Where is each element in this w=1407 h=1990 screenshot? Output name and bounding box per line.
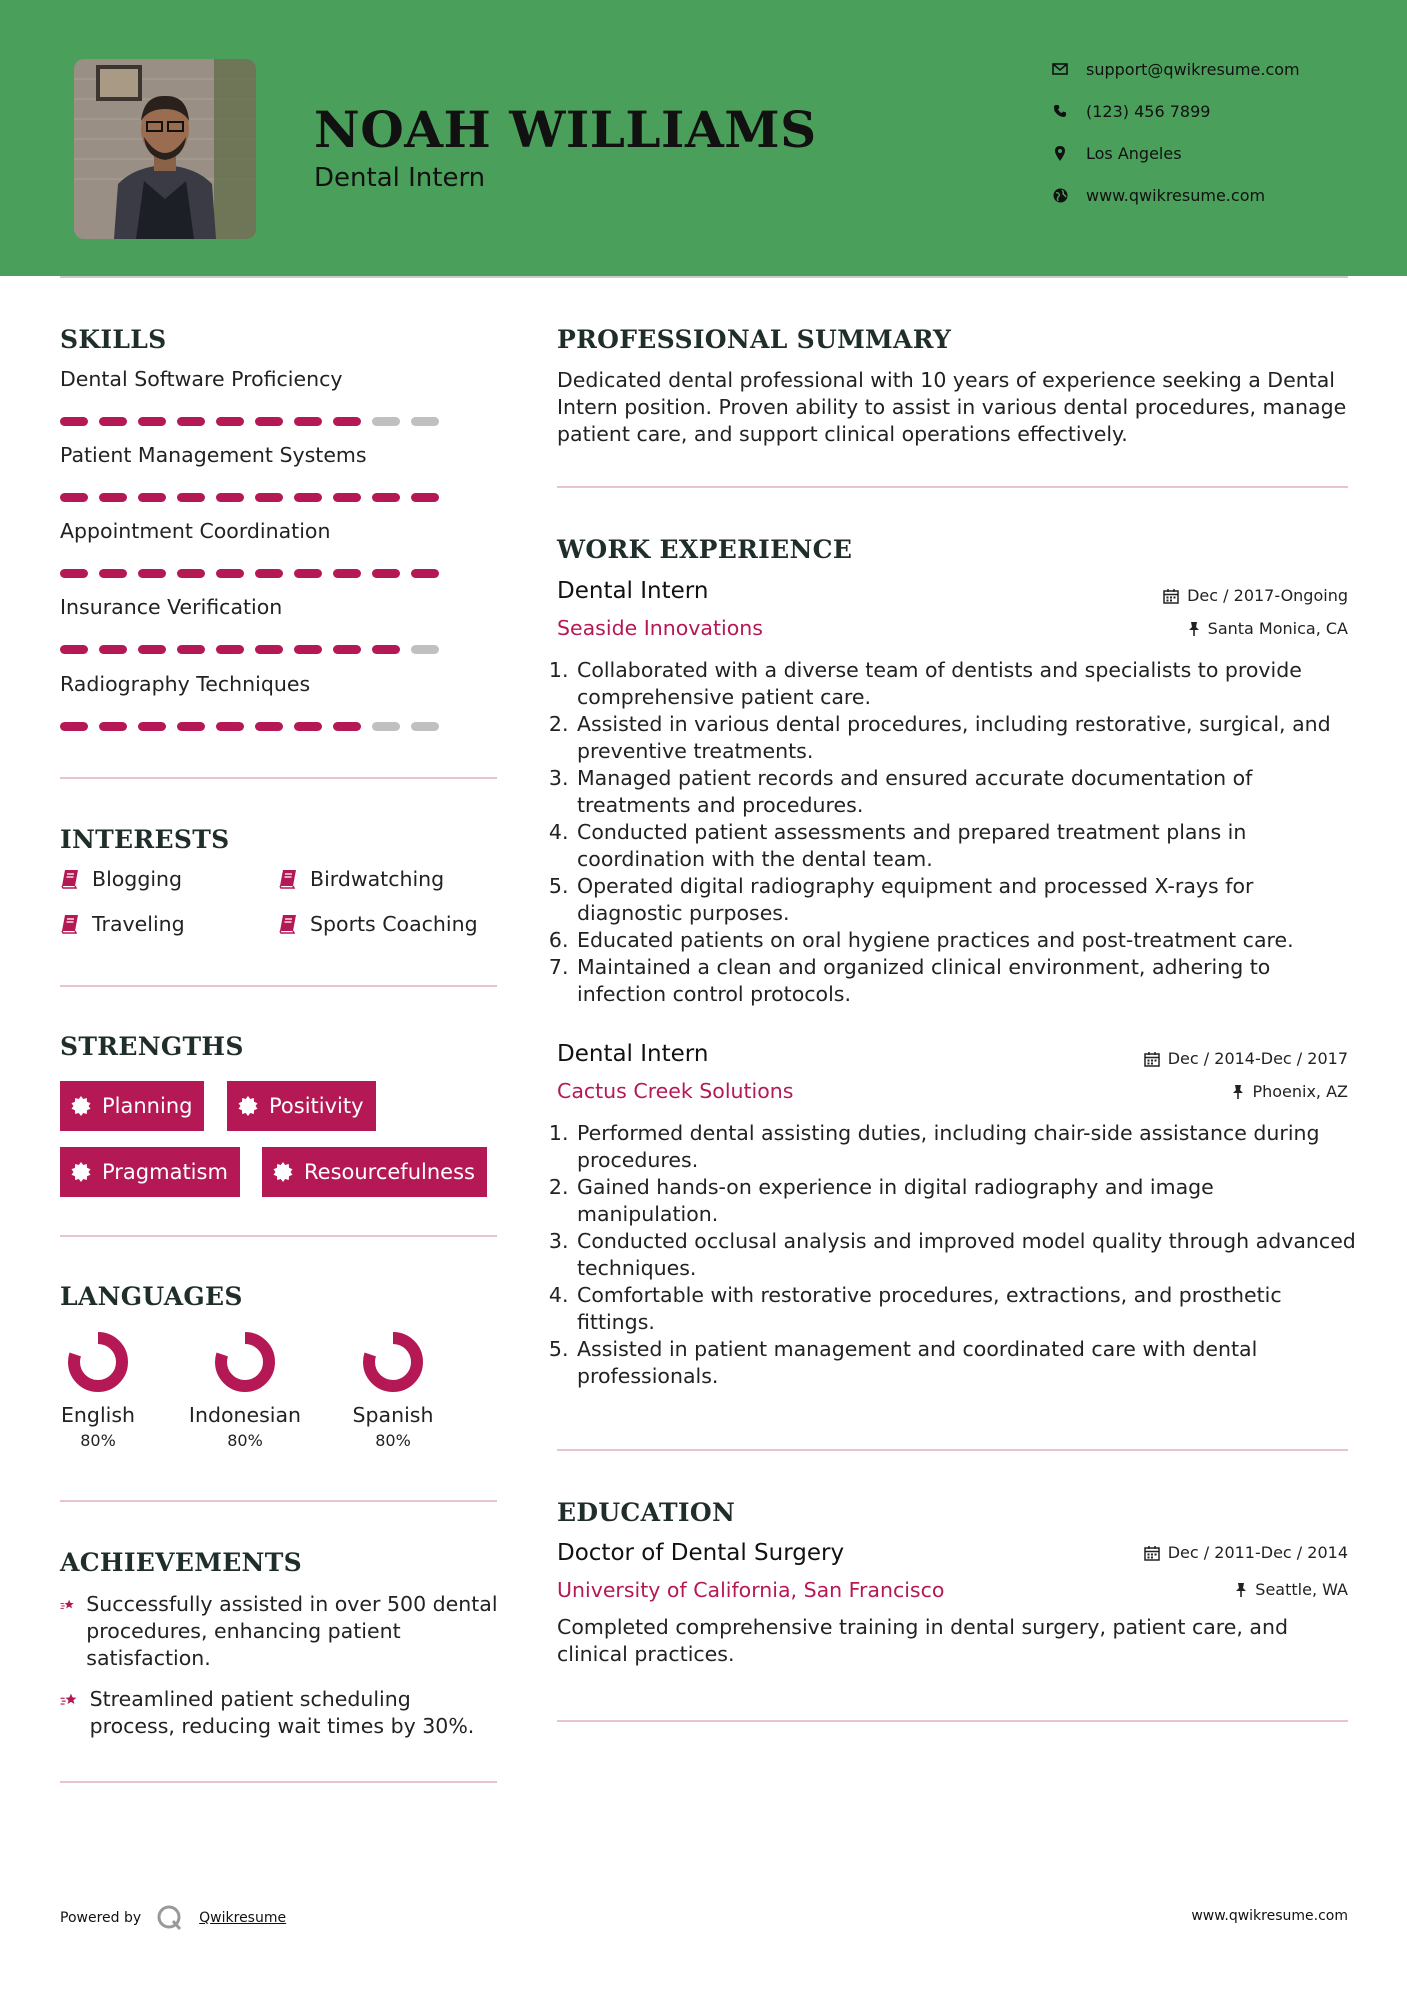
- job-location-text: Santa Monica, CA: [1207, 619, 1348, 638]
- footer-website[interactable]: www.qwikresume.com: [1191, 1908, 1348, 1924]
- skill-level-dot: [216, 417, 244, 426]
- interest-item: [278, 867, 444, 891]
- language-name: English: [60, 1403, 136, 1427]
- contact-location: [1050, 143, 1182, 163]
- job-duty: 7. Maintained a clean and organized clinical environment, adhering to infection control protocols.: [575, 954, 1357, 1008]
- skill-level-dot: [372, 493, 400, 502]
- interest-label: Birdwatching: [310, 867, 445, 891]
- language-name: Spanish: [352, 1403, 434, 1427]
- strength-label: Planning: [102, 1094, 193, 1118]
- job-dates-text: Dec / 2017-Ongoing: [1187, 586, 1348, 605]
- strength-label: Pragmatism: [102, 1160, 228, 1184]
- badge-icon: [272, 1161, 294, 1183]
- calendar-icon: [1163, 588, 1179, 604]
- job-duty: 4. Comfortable with restorative procedures, extractions, and prosthetic fittings.: [575, 1282, 1357, 1336]
- brand-link[interactable]: Qwikresume: [199, 1910, 287, 1926]
- section-divider: [60, 1781, 497, 1783]
- trophy-star-icon: [60, 1591, 76, 1619]
- education-dates-text: Dec / 2011-Dec / 2014: [1167, 1543, 1348, 1562]
- language-proficiency-ring: [361, 1330, 425, 1394]
- skill-level-dot: [177, 645, 205, 654]
- skill-level-dot: [99, 645, 127, 654]
- skill-level-dot: [60, 645, 88, 654]
- skill-level-dot: [333, 493, 361, 502]
- language-proficiency-arc: [74, 1338, 122, 1386]
- job-dates: [1163, 586, 1348, 605]
- skill-level-dot: [99, 417, 127, 426]
- contact-phone[interactable]: [1050, 101, 1210, 121]
- book-icon: [60, 914, 80, 934]
- book-icon: [278, 914, 298, 934]
- skill-level-dot: [99, 722, 127, 731]
- skill-level-dot: [60, 569, 88, 578]
- skill-level-dot: [294, 645, 322, 654]
- skill-level-bar: [60, 645, 450, 654]
- skill-level-dot: [333, 569, 361, 578]
- skill-level-dot: [177, 417, 205, 426]
- interest-item: [278, 912, 478, 936]
- book-icon: [278, 869, 298, 889]
- language-item: [180, 1330, 310, 1450]
- job-title: Dental Intern: [557, 578, 709, 604]
- language-item: [33, 1330, 163, 1450]
- contact-location-text: Los Angeles: [1086, 143, 1182, 163]
- education-location: [1235, 1580, 1348, 1599]
- globe-icon: [1050, 185, 1070, 205]
- skill-level-bar: [60, 569, 450, 578]
- skill-level-dot: [216, 645, 244, 654]
- achievement-text: Successfully assisted in over 500 dental procedures, enhancing patient satisfaction.: [86, 1592, 498, 1670]
- strengths-heading: STRENGTHS: [60, 1032, 244, 1061]
- skill-level-dot: [411, 645, 439, 654]
- pushpin-icon: [1235, 1582, 1247, 1598]
- job-company: Seaside Innovations: [557, 616, 763, 640]
- achievement-text: Streamlined patient scheduling process, reducing wait times by 30%.: [89, 1687, 475, 1738]
- skill-level-dot: [177, 493, 205, 502]
- skill-level-dot: [372, 569, 400, 578]
- education-location-text: Seattle, WA: [1255, 1580, 1348, 1599]
- skill-level-dot: [99, 569, 127, 578]
- resume-header: [0, 0, 1407, 276]
- strength-tag: [227, 1081, 376, 1131]
- contact-email[interactable]: [1050, 59, 1300, 79]
- education-dates: [1144, 1543, 1348, 1562]
- powered-by-text: Powered by: [60, 1910, 142, 1926]
- envelope-icon: [1050, 59, 1070, 79]
- skill-level-dot: [333, 417, 361, 426]
- skill-level-dot: [372, 417, 400, 426]
- job-location: [1188, 619, 1348, 638]
- skill-level-dot: [216, 722, 244, 731]
- skill-level-dot: [60, 722, 88, 731]
- skill-level-bar: [60, 722, 450, 731]
- section-divider: [60, 777, 497, 779]
- skill-level-dot: [177, 569, 205, 578]
- job-duties-list: [557, 657, 1357, 1008]
- achievement-item: [60, 1591, 500, 1672]
- job-duty: 5. Operated digital radiography equipment and processed X-rays for diagnostic purposes.: [575, 873, 1357, 927]
- skill-level-dot: [255, 569, 283, 578]
- experience-heading: WORK EXPERIENCE: [557, 535, 853, 564]
- interest-item: [60, 912, 185, 936]
- section-divider: [557, 486, 1348, 488]
- interest-label: Blogging: [92, 867, 183, 891]
- pushpin-icon: [1188, 621, 1200, 637]
- language-percent: 80%: [80, 1431, 116, 1450]
- book-icon: [60, 869, 80, 889]
- skill-level-dot: [216, 569, 244, 578]
- skill-level-dot: [138, 645, 166, 654]
- strength-label: Positivity: [269, 1094, 364, 1118]
- skill-level-dot: [138, 417, 166, 426]
- summary-heading: PROFESSIONAL SUMMARY: [557, 325, 952, 354]
- skill-level-dot: [411, 722, 439, 731]
- skill-level-dot: [255, 645, 283, 654]
- skill-level-dot: [294, 493, 322, 502]
- interests-heading: INTERESTS: [60, 825, 230, 854]
- job-dates: [1144, 1049, 1348, 1068]
- skill-level-dot: [177, 722, 205, 731]
- skill-level-dot: [411, 417, 439, 426]
- summary-text: Dedicated dental professional with 10 years of experience seeking a Dental Intern position. Proven ability to assist in various dental procedures, manage patient care, and support clinical operations effectively.: [557, 368, 1347, 446]
- job-duty: 4. Conducted patient assessments and prepared treatment plans in coordination with the dental team.: [575, 819, 1357, 873]
- job-duty: 1. Performed dental assisting duties, including chair-side assistance during procedures.: [575, 1120, 1357, 1174]
- language-name: Indonesian: [188, 1403, 302, 1427]
- job-duty: 2. Gained hands-on experience in digital radiography and image manipulation.: [575, 1174, 1357, 1228]
- section-divider: [60, 1235, 497, 1237]
- candidate-name: NOAH WILLIAMS: [314, 100, 817, 159]
- skill-label: Radiography Techniques: [60, 672, 311, 696]
- education-degree: Doctor of Dental Surgery: [557, 1540, 845, 1566]
- contact-website-text: www.qwikresume.com: [1086, 185, 1266, 205]
- header-divider: [60, 276, 1348, 278]
- badge-icon: [70, 1095, 92, 1117]
- job-duty: 3. Managed patient records and ensured accurate documentation of treatments and procedures.: [575, 765, 1357, 819]
- strength-label: Resourcefulness: [304, 1160, 475, 1184]
- contact-phone-text: (123) 456 7899: [1086, 101, 1211, 121]
- contact-website[interactable]: [1050, 185, 1265, 205]
- education-description: Completed comprehensive training in dental surgery, patient care, and clinical practices.: [557, 1615, 1288, 1666]
- skills-heading: SKILLS: [60, 325, 167, 354]
- badge-icon: [70, 1161, 92, 1183]
- skill-level-dot: [411, 493, 439, 502]
- skill-level-dot: [294, 417, 322, 426]
- interest-item: [60, 867, 182, 891]
- phone-icon: [1050, 101, 1070, 121]
- language-proficiency-arc: [221, 1338, 269, 1386]
- badge-icon: [237, 1095, 259, 1117]
- skill-level-dot: [411, 569, 439, 578]
- interest-label: Traveling: [92, 912, 185, 936]
- skill-level-dot: [372, 645, 400, 654]
- skill-level-dot: [99, 493, 127, 502]
- section-divider: [60, 1500, 497, 1502]
- calendar-icon: [1144, 1051, 1160, 1067]
- trophy-star-icon: [60, 1686, 80, 1714]
- contact-email-text: support@qwikresume.com: [1086, 59, 1300, 79]
- section-divider: [557, 1720, 1348, 1722]
- language-item: [328, 1330, 458, 1450]
- strength-tag: [262, 1147, 487, 1197]
- job-location-text: Phoenix, AZ: [1252, 1082, 1348, 1101]
- skill-level-dot: [60, 493, 88, 502]
- achievement-item: [60, 1686, 500, 1740]
- skill-level-dot: [294, 722, 322, 731]
- interest-label: Sports Coaching: [310, 912, 478, 936]
- skill-level-dot: [255, 722, 283, 731]
- profile-photo: [74, 59, 256, 239]
- strength-tag: [60, 1081, 204, 1131]
- section-divider: [60, 985, 497, 987]
- qwikresume-logo-icon: [155, 1903, 185, 1933]
- skill-level-dot: [138, 569, 166, 578]
- skill-label: Insurance Verification: [60, 595, 283, 619]
- job-duty: 5. Assisted in patient management and coordinated care with dental professionals.: [575, 1336, 1357, 1390]
- job-duty: 6. Educated patients on oral hygiene practices and post-treatment care.: [575, 927, 1357, 954]
- skill-level-dot: [255, 417, 283, 426]
- skill-level-dot: [372, 722, 400, 731]
- skill-level-dot: [138, 493, 166, 502]
- achievements-heading: ACHIEVEMENTS: [60, 1548, 302, 1577]
- languages-heading: LANGUAGES: [60, 1282, 243, 1311]
- language-proficiency-ring: [213, 1330, 277, 1394]
- language-percent: 80%: [227, 1431, 263, 1450]
- skill-level-dot: [138, 722, 166, 731]
- skill-label: Dental Software Proficiency: [60, 367, 343, 391]
- job-company: Cactus Creek Solutions: [557, 1079, 794, 1103]
- job-location: [1232, 1082, 1348, 1101]
- job-duty: 3. Conducted occlusal analysis and improved model quality through advanced techniques.: [575, 1228, 1357, 1282]
- language-proficiency-arc: [369, 1338, 417, 1386]
- language-percent: 80%: [375, 1431, 411, 1450]
- calendar-icon: [1144, 1545, 1160, 1561]
- skill-level-bar: [60, 417, 450, 426]
- job-duty: 1. Collaborated with a diverse team of dentists and specialists to provide comprehensive patient care.: [575, 657, 1357, 711]
- language-proficiency-ring: [66, 1330, 130, 1394]
- skill-level-dot: [216, 493, 244, 502]
- skill-level-dot: [60, 417, 88, 426]
- pushpin-icon: [1232, 1084, 1244, 1100]
- skill-label: Patient Management Systems: [60, 443, 367, 467]
- skill-level-dot: [294, 569, 322, 578]
- education-heading: EDUCATION: [557, 1498, 736, 1527]
- section-divider: [557, 1449, 1348, 1451]
- skill-level-dot: [333, 722, 361, 731]
- skill-level-dot: [333, 645, 361, 654]
- job-dates-text: Dec / 2014-Dec / 2017: [1167, 1049, 1348, 1068]
- strength-tag: [60, 1147, 240, 1197]
- job-title: Dental Intern: [557, 1041, 709, 1067]
- skill-label: Appointment Coordination: [60, 519, 331, 543]
- candidate-title: Dental Intern: [314, 163, 486, 193]
- skill-level-dot: [255, 493, 283, 502]
- location-pin-icon: [1050, 143, 1070, 163]
- skill-level-bar: [60, 493, 450, 502]
- footer-powered: [60, 1903, 286, 1933]
- job-duty: 2. Assisted in various dental procedures, including restorative, surgical, and preventive treatments.: [575, 711, 1357, 765]
- job-duties-list: [557, 1120, 1357, 1390]
- education-school: University of California, San Francisco: [557, 1578, 945, 1602]
